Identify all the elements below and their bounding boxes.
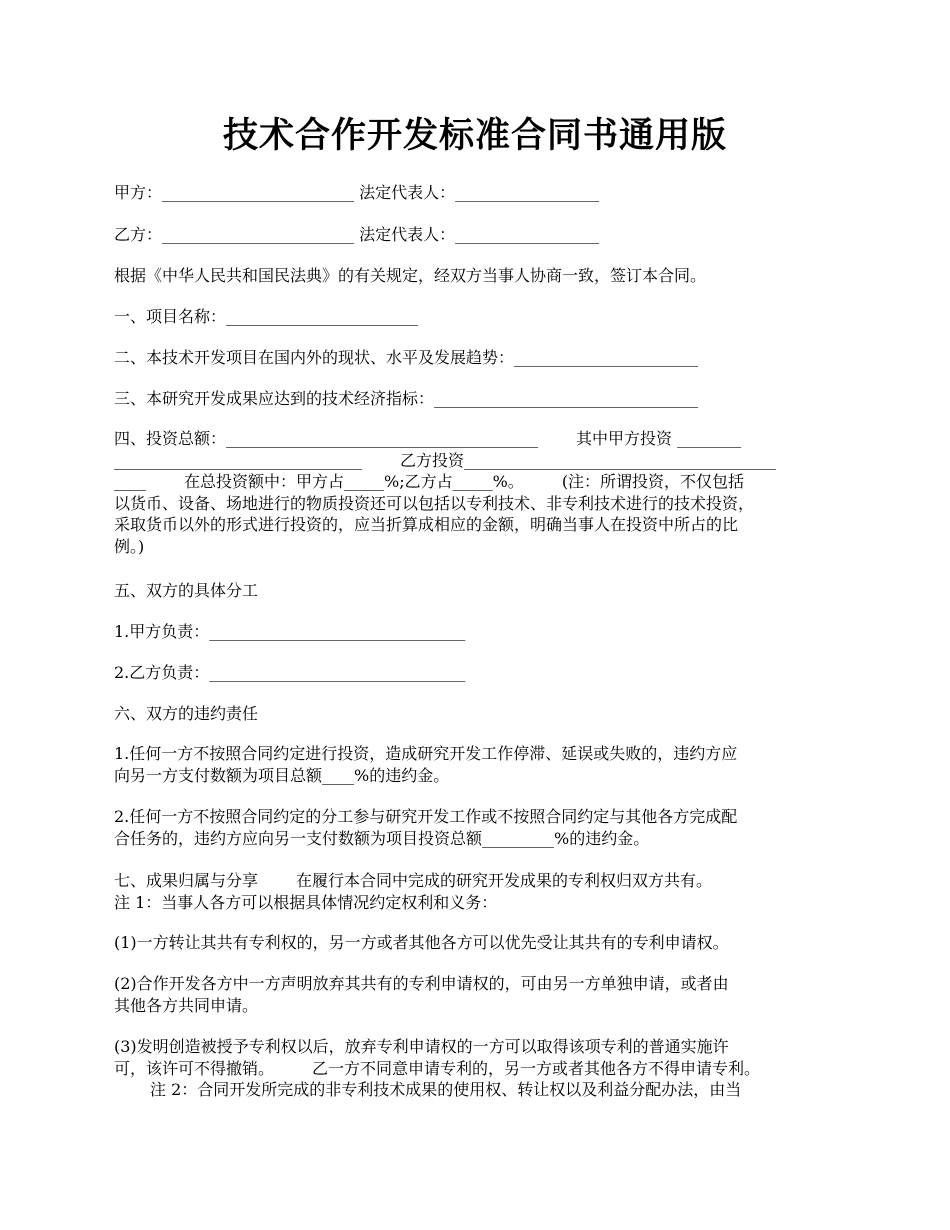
clause-5-item-2: 2.乙方负责：________________________________ xyxy=(114,663,466,682)
clause-6-item-1-line-1: 1.任何一方不按照合同约定进行投资，造成研究开发工作停滞、延误或失败的，违约方应 xyxy=(114,744,738,763)
party-a-line: 甲方：________________________ 法定代表人：__________________ xyxy=(114,183,600,202)
clause-5-heading: 五、双方的具体分工 xyxy=(114,581,259,600)
clause-7 xyxy=(114,870,844,913)
clause-1-project-name: 一、项目名称：________________________ xyxy=(114,307,419,326)
clause-4-investment xyxy=(114,428,844,557)
clause-7-item-1: (1)一方转让其共有专利权的，另一方或者其他各方可以优先受让其共有的专利申请权。 xyxy=(114,933,729,952)
clause-7-item-3-text-b: 乙一方不同意申请专利的，另一方或者其他各方不得申请专利。 xyxy=(312,1058,761,1078)
clause-4-blank-short: ____ xyxy=(114,472,146,491)
intro-paragraph: 根据《中华人民共和国民法典》的有关规定，经双方当事人协商一致，签订本合同。 xyxy=(114,266,707,285)
clause-7-note-1: 注 1：当事人各方可以根据具体情况约定权利和义务： xyxy=(114,892,498,912)
clause-6-item-1 xyxy=(114,743,844,786)
clause-5-item-1: 1.甲方负责：________________________________ xyxy=(114,622,466,641)
clause-4-line-1 xyxy=(114,428,844,450)
clause-7-item-2-line-1: (2)合作开发各方中一方声明放弃其共有的专利申请权的，可由另一方单独申请，或者由 xyxy=(114,974,729,993)
clause-4-blank: _______________________________ xyxy=(114,450,362,470)
clause-7-item-2-line-2: 其他各方共同申请。 xyxy=(114,995,259,1015)
clause-4-share-ratio: 在总投资额中：甲方占_____%;乙方占_____%。 xyxy=(184,472,524,491)
clause-7-text: 在履行本合同中完成的研究开发成果的专利权归双方共有。 xyxy=(296,871,713,890)
clause-6-item-1-line-2: 向另一方支付数额为项目总额____%的违约金。 xyxy=(114,765,450,785)
clause-2-status: 二、本技术开发项目在国内外的现状、水平及发展趋势：_______________________ xyxy=(114,348,699,367)
clause-4-line-5: 采取货币以外的形式进行投资的，应当折算成相应的金额，明确当事人在投资中所占的比 xyxy=(114,515,739,534)
clause-7-heading: 七、成果归属与分享 xyxy=(114,871,259,890)
clause-4-line-3 xyxy=(114,471,844,493)
document-title: 技术合作开发标准合同书通用版 xyxy=(222,115,727,156)
clause-7-item-2 xyxy=(114,973,844,1016)
clause-7-note-2: 注 2：合同开发所完成的非专利技术成果的使用权、转让权以及利益分配办法，由当 xyxy=(150,1080,742,1099)
clause-6-item-2-line-2: 合任务的，违约方应向另一支付数额为项目投资总额_________%的违约金。 xyxy=(114,828,650,848)
clause-4-total-investment: 四、投资总额：_______________________________________ xyxy=(114,429,539,448)
clause-7-item-3-line-2 xyxy=(114,1058,844,1080)
clause-4-party-a-investment: 其中甲方投资 ________ xyxy=(576,429,742,448)
clause-7-note-2-line xyxy=(114,1079,844,1101)
clause-7-item-3-text-a: 可，该许可不得撤销。 xyxy=(114,1058,275,1078)
clause-4-line-2 xyxy=(114,450,844,472)
party-b-line: 乙方：________________________ 法定代表人：__________________ xyxy=(114,225,600,244)
clause-4-note-start: (注：所谓投资，不仅包括 xyxy=(561,472,745,491)
clause-7-item-3-line-1: (3)发明创造被授予专利权以后，放弃专利申请权的一方可以取得该项专利的普通实施许 xyxy=(114,1037,729,1056)
clause-6-heading: 六、双方的违约责任 xyxy=(114,704,259,723)
clause-4-line-6: 例。) xyxy=(114,536,145,556)
clause-6-item-2-line-1: 2.任何一方不按照合同约定的分工参与研究开发工作或不按照合同约定与其他各方完成配 xyxy=(114,807,738,826)
clause-3-indicators: 三、本研究开发成果应达到的技术经济指标：_________________________________ xyxy=(114,389,699,408)
clause-6-item-2 xyxy=(114,806,844,849)
clause-7-line-1 xyxy=(114,870,844,892)
clause-4-party-b-investment: 乙方投资_______________________________________ xyxy=(400,450,777,470)
clause-7-item-3 xyxy=(114,1036,844,1101)
clause-4-line-4: 以货币、设备、场地进行的物质投资还可以包括以专利技术、非专利技术进行的技术投资， xyxy=(114,493,755,513)
